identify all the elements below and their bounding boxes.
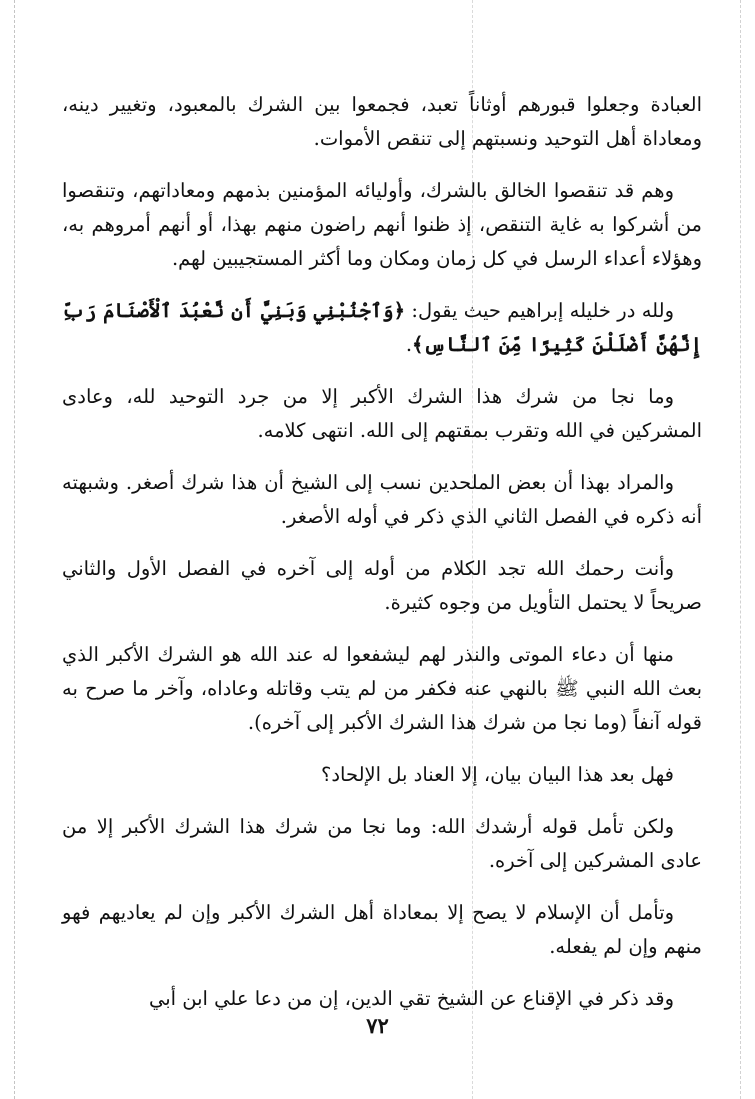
paragraph-text: ولله در خليله إبراهيم حيث يقول: xyxy=(411,299,674,322)
paragraph xyxy=(62,810,702,878)
paragraph xyxy=(62,552,702,620)
paragraph-text: وتأمل أن الإسلام لا يصح إلا بمعاداة أهل الشرك الأكبر وإن لم يعاديهم فهو منهم وإن لم يفعله. xyxy=(62,901,702,958)
paragraph-text: فهل بعد هذا البيان بيان، إلا العناد بل الإلحاد؟ xyxy=(321,763,674,786)
paragraph-text: وقد ذكر في الإقناع عن الشيخ تقي الدين، إن من دعا علي ابن أبي xyxy=(148,987,674,1010)
paragraph-text: منها أن دعاء الموتى والنذر لهم ليشفعوا له عند الله هو الشرك الأكبر الذي بعث الله النبي ﷺ بالنهي عنه فكفر من لم يتب وقاتله وعاداه، وآخر ما صرح به قوله آنفاً (وما نجا من شرك هذا الشرك الأكبر إلى آخره). xyxy=(62,643,702,734)
paragraph xyxy=(62,758,702,792)
page-fold-line xyxy=(740,0,741,1099)
paragraph xyxy=(62,638,702,740)
paragraph-text: وما نجا من شرك هذا الشرك الأكبر إلا من جرد التوحيد لله، وعادى المشركين في الله وتقرب بمقتهم إلى الله. انتهى كلامه. xyxy=(62,385,702,442)
paragraph xyxy=(62,896,702,964)
paragraph-text: وأنت رحمك الله تجد الكلام من أوله إلى آخره في الفصل الأول والثاني صريحاً لا يحتمل التأويل من وجوه كثيرة. xyxy=(62,557,702,614)
paragraph xyxy=(62,466,702,534)
paragraph-text: وهم قد تنقصوا الخالق بالشرك، وأوليائه المؤمنين بذمهم ومعاداتهم، وتنقصوا من أشركوا به غاية التنقص، إذ ظنوا أنهم راضون منهم بهذا، أو أنهم أمروهم به، وهؤلاء أعداء الرسل في كل زمان ومكان وما أكثر المستجيبين لهم. xyxy=(62,179,702,270)
page-number: ٧٢ xyxy=(366,1013,389,1038)
sentence-end: . xyxy=(405,333,413,356)
quran-verse: ﴿وَٱجْنُبْنِي وَبَنِيَّ أَن نَّعْبُدَ ٱلْأَصْنَامَ رَبِّ إِنَّهُنَّ أَضْلَلْنَ كَثِيرًا مِّنَ ٱلنَّاسِ﴾ xyxy=(62,299,702,356)
paragraph xyxy=(62,294,702,362)
paragraph-text: والمراد بهذا أن بعض الملحدين نسب إلى الشيخ أن هذا شرك أصغر. وشبهته أنه ذكره في الفصل الثاني الذي ذكر في أوله الأصغر. xyxy=(62,471,702,528)
paragraph xyxy=(62,174,702,276)
paragraph xyxy=(62,380,702,448)
page-body xyxy=(62,88,702,1034)
page-fold-line xyxy=(14,0,15,1099)
paragraph xyxy=(62,982,702,1016)
paragraph xyxy=(62,88,702,156)
paragraph-text: ولكن تأمل قوله أرشدك الله: وما نجا من شرك هذا الشرك الأكبر إلا من عادى المشركين إلى آخره. xyxy=(62,815,702,872)
paragraph-text: العبادة وجعلوا قبورهم أوثاناً تعبد، فجمعوا بين الشرك بالمعبود، وتغيير دينه، ومعاداة أهل التوحيد ونسبتهم إلى تنقص الأموات. xyxy=(62,93,702,150)
